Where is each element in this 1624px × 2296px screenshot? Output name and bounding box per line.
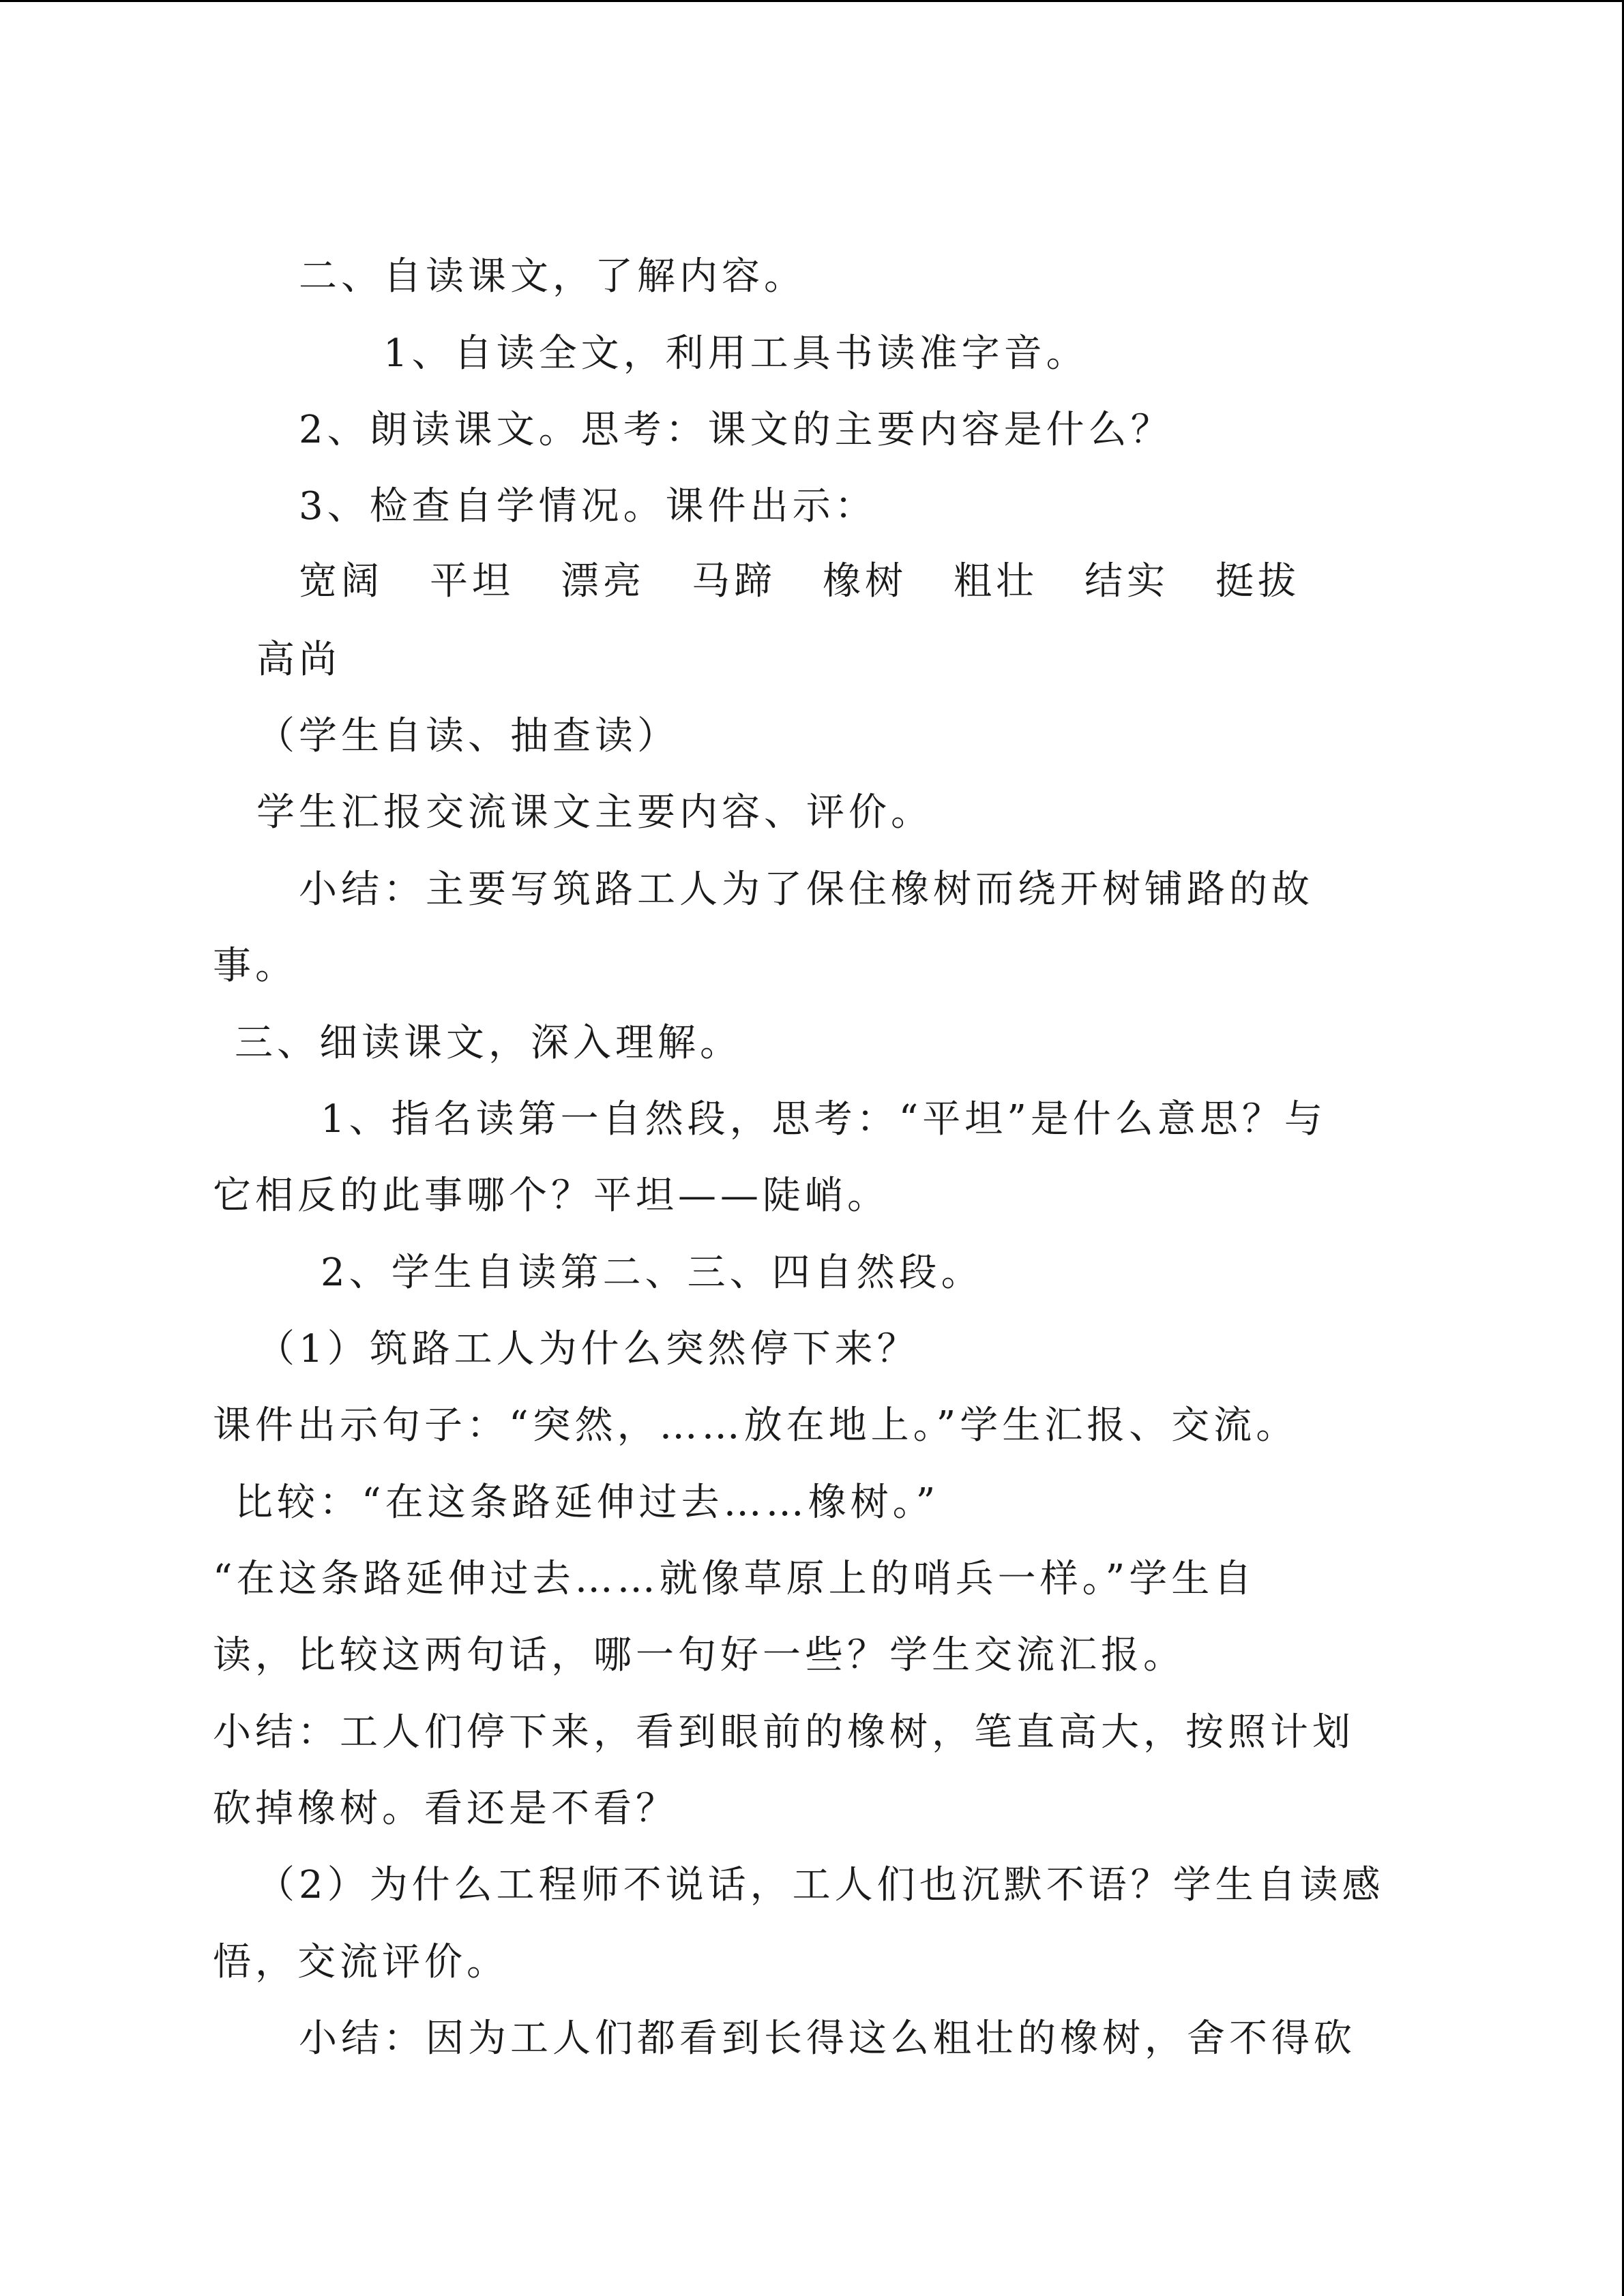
vocab-list bbox=[299, 559, 1335, 603]
paragraph-line: 事。 bbox=[213, 944, 297, 988]
paragraph-line: 砍掉橡树。看还是不看？ bbox=[213, 1787, 678, 1831]
paragraph-line: 悟，交流评价。 bbox=[213, 1940, 509, 1984]
paragraph-line: （2）为什么工程师不说话，工人们也沉默不语？学生自读感 bbox=[256, 1863, 1385, 1907]
paragraph-line: 1、指名读第一自然段，思考：“平坦”是什么意思？与 bbox=[321, 1097, 1327, 1142]
paragraph-line: 3、检查自学情况。课件出示： bbox=[299, 484, 877, 528]
paragraph-line: （1）筑路工人为什么突然停下来？ bbox=[256, 1327, 919, 1371]
vocab-word: 挺拔 bbox=[1215, 559, 1300, 603]
vocab-word: 粗壮 bbox=[954, 559, 1038, 603]
section-heading-2: 二、自读课文，了解内容。 bbox=[299, 254, 806, 299]
paragraph-line: 小结：因为工人们都看到长得这么粗壮的橡树，舍不得砍 bbox=[299, 2016, 1356, 2061]
page-border-top bbox=[0, 0, 1624, 2]
paragraph-line: 2、学生自读第二、三、四自然段。 bbox=[321, 1251, 984, 1295]
paragraph-line: 高尚 bbox=[256, 638, 341, 682]
paragraph-line: “在这条路延伸过去……就像草原上的哨兵一样。”学生自 bbox=[213, 1557, 1256, 1601]
paragraph-line: 比较：“在这条路延伸过去……橡树。” bbox=[235, 1480, 940, 1525]
paragraph-line: 课件出示句子：“突然，……放在地上。”学生汇报、交流。 bbox=[213, 1403, 1299, 1448]
vocab-word: 马蹄 bbox=[692, 559, 776, 603]
vocab-word: 漂亮 bbox=[561, 559, 645, 603]
paragraph-line: 2、朗读课文。思考：课文的主要内容是什么？ bbox=[299, 408, 1173, 452]
vocab-word: 橡树 bbox=[823, 559, 907, 603]
paragraph-line: （学生自读、抽查读） bbox=[256, 714, 679, 758]
vocab-word: 宽阔 bbox=[299, 559, 383, 603]
section-heading-3: 三、细读课文，深入理解。 bbox=[235, 1021, 742, 1065]
paragraph-line: 学生汇报交流课文主要内容、评价。 bbox=[256, 790, 933, 835]
paragraph-line: 它相反的此事哪个？平坦——陡峭。 bbox=[213, 1174, 889, 1218]
paragraph-line: 读，比较这两句话，哪一句好一些？学生交流汇报。 bbox=[213, 1633, 1185, 1678]
paragraph-line: 小结：工人们停下来，看到眼前的橡树，笔直高大，按照计划 bbox=[213, 1710, 1355, 1755]
paragraph-line: 小结：主要写筑路工人为了保住橡树而绕开树铺路的故 bbox=[299, 867, 1314, 912]
paragraph-line: 1、自读全文，利用工具书读准字音。 bbox=[383, 331, 1089, 376]
vocab-word: 平坦 bbox=[430, 559, 514, 603]
vocab-word: 结实 bbox=[1084, 559, 1169, 603]
